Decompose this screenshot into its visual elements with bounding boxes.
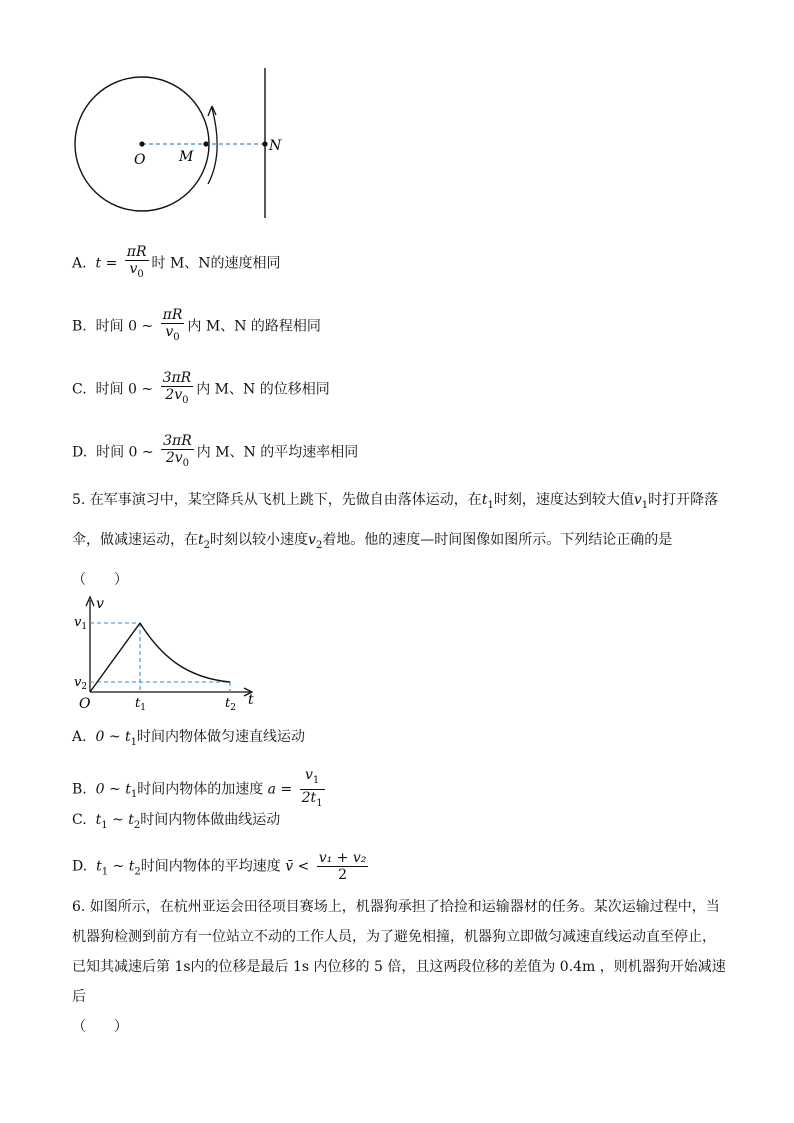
q6-bracket: （ ） xyxy=(72,1019,128,1035)
q6-line3: 已知其减速后第 1s内的位移是最后 1s 内位移的 5 倍，且这两段位移的差值为 0.4m ，则机器狗开始减速后 xyxy=(72,959,726,1005)
label-t-axis: t xyxy=(248,692,254,708)
option-5C: C. $t_1$ ~ $t_2$时间内物体做曲线运动 xyxy=(72,812,281,831)
arrow-head-icon xyxy=(208,106,216,116)
q6-line1: 6. 如图所示，在杭州亚运会田径项目赛场上，机器狗承担了拾捡和运输器材的任务。某次运输过程中，当 xyxy=(72,899,720,915)
label-v-axis: v xyxy=(96,596,104,612)
question-6-stem xyxy=(72,892,732,1042)
label-O: O xyxy=(134,152,146,168)
option-4A: A. t = $\frac{\pi R}{v_0}$ 时 M、N的速度相同 xyxy=(72,244,281,280)
q5-line2: 伞，做减速运动，在$t_2$时刻以较小速度$v_2$着地。他的速度—时间图像如图所示。下列结论正确的是 xyxy=(72,531,673,551)
label-t2: $t_2$ xyxy=(225,696,236,713)
option-5B: B. 0 ~ $t_1$时间内物体的加速度 a = $\frac{v_1}{2t_1}$ xyxy=(72,767,323,809)
option-4C: C. 时间 0 ~ $\frac{3\pi R}{2v_0}$ 内 M、N 的位移相同 xyxy=(72,370,330,406)
question-5-stem xyxy=(72,483,732,597)
q5-line1: 5. 在军事演习中，某空降兵从飞机上跳下，先做自由落体运动，在$t_1$时刻，速度达到较大值$v_1$时打开降落 xyxy=(72,492,719,511)
q5-bracket: （ ） xyxy=(72,571,128,588)
label-v2: $v_2$ xyxy=(74,675,88,692)
point-M xyxy=(203,141,208,146)
label-v1: $v_1$ xyxy=(74,615,88,632)
option-5A: A. 0 ~ $t_1$时间内物体做匀速直线运动 xyxy=(72,729,306,748)
option-4B: B. 时间 0 ~ $\frac{\pi R}{v_0}$ 内 M、N 的路程相同 xyxy=(72,307,321,343)
velocity-time-graph xyxy=(70,592,270,718)
decel-curve xyxy=(140,623,230,682)
label-M: M xyxy=(179,149,194,165)
option-5D: D. $t_1$ ~ $t_2$时间内物体的平均速度 v̄ < $\frac{\text{v₁ + v₂}}{2}$ xyxy=(72,850,367,883)
option-4D: D. 时间 0 ~ $\frac{3\pi R}{2v_0}$ 内 M、N 的平均速率相同 xyxy=(72,433,359,469)
circle-figure xyxy=(60,60,300,230)
label-N: N xyxy=(269,138,282,154)
point-O xyxy=(139,141,144,146)
q6-line2: 机器狗检测到前方有一位站立不动的工作人员，为了避免相撞，机器狗立即做匀减速直线运动直至停止， xyxy=(72,929,716,945)
label-t1: $t_1$ xyxy=(135,696,146,713)
label-origin: O xyxy=(79,696,91,712)
